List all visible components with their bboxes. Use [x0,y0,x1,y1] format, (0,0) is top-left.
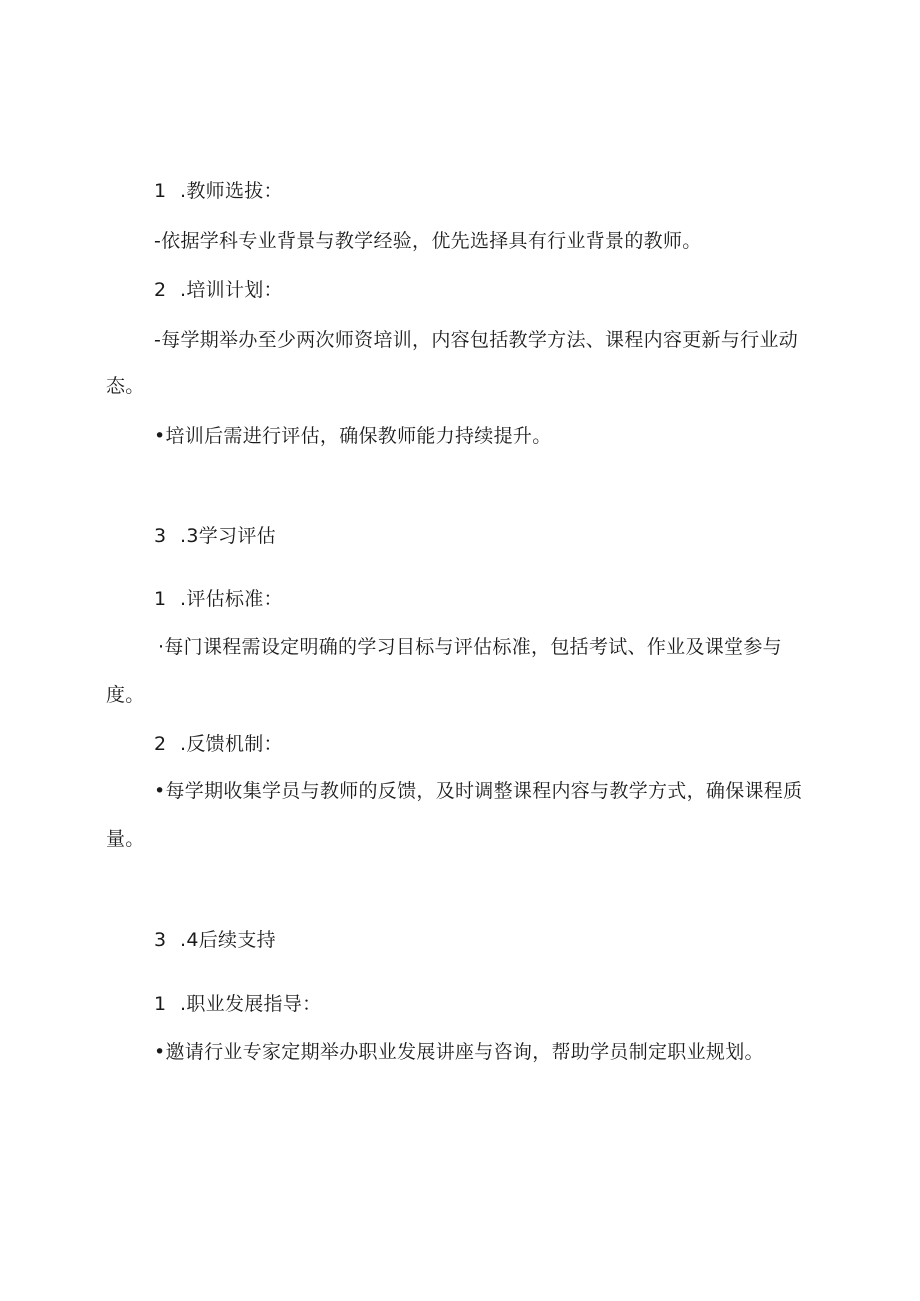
section-heading-follow-up-support [154,927,276,953]
item-heading: .反馈机制： [180,733,283,755]
list-item-teacher-selection [154,178,283,204]
list-item-assessment-criteria [154,586,283,612]
list-item-feedback-mechanism [154,731,283,757]
list-item-training-plan [154,277,283,303]
item-heading: .教师选拔： [180,180,283,202]
item-number: 1 [154,993,167,1015]
paragraph-line: •每学期收集学员与教师的反馈，及时调整课程内容与教学方式，确保课程质 [154,780,803,802]
section-title: .4后续支持 [180,929,276,951]
section-number: 3 [154,525,167,547]
paragraph-line: ·每门课程需设定明确的学习目标与评估标准，包括考试、作业及课堂参与 [158,636,782,658]
section-number: 3 [154,929,167,951]
item-number: 2 [154,279,167,301]
paragraph-line: -每学期举办至少两次师资培训，内容包括教学方法、课程内容更新与行业动 [154,329,799,351]
item-number: 1 [154,180,167,202]
item-number: 1 [154,588,167,610]
list-item-career-guidance [154,991,321,1017]
item-heading: .培训计划： [180,279,283,301]
paragraph-line: •邀请行业专家定期举办职业发展讲座与咨询，帮助学员制定职业规划。 [154,1041,764,1063]
paragraph-line-continuation: 态。 [106,375,145,397]
section-heading-learning-assessment [154,523,276,549]
paragraph-line-continuation: 量。 [106,828,145,850]
paragraph-line: •培训后需进行评估，确保教师能力持续提升。 [154,425,552,447]
section-title: .3学习评估 [180,525,276,547]
paragraph-line-continuation: 度。 [106,684,145,706]
item-heading: .评估标准： [180,588,283,610]
paragraph-line: -依据学科专业背景与教学经验，优先选择具有行业背景的教师。 [154,230,702,252]
item-number: 2 [154,733,167,755]
item-heading: .职业发展指导： [180,993,322,1015]
